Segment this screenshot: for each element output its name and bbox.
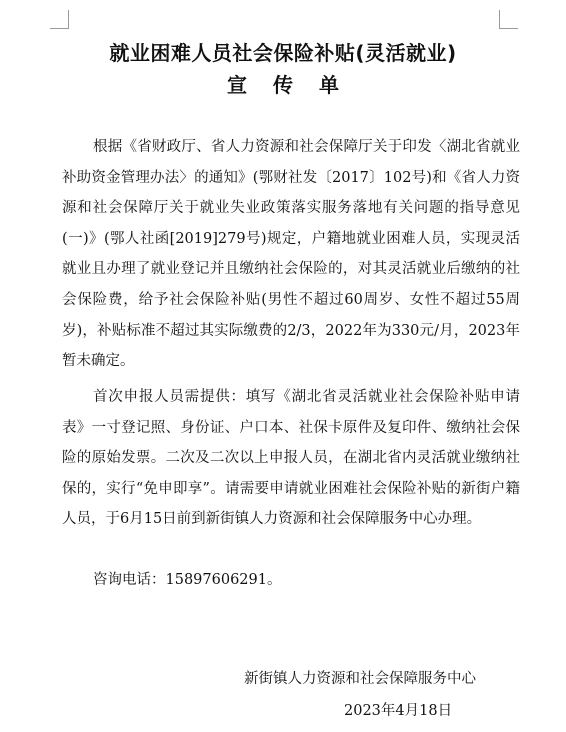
margin-corner-mark-left (50, 10, 69, 29)
margin-corner-mark-right (499, 10, 518, 29)
policy-paragraph: 根据《省财政厅、省人力资源和社会保障厅关于印发〈湖北省就业补助资金管理办法〉的通知》(鄂财社发〔2017〕102号)和《省人力资源和社会保障厅关于就业失业政策落实服务落地有关问题的指导意见(一)》(鄂人社函[2019]279号)规定，户籍地就业困难人员，实现灵活就业且办理了就业登记并且缴纳社会保险的，对其灵活就业后缴纳的社会保险费，给予社会保险补贴(男性不超过60周岁、女性不超过55周岁)，补贴标准不超过其实际缴费的2/3，2022年为330元/月，2023年暂未确定。 (62, 139, 520, 370)
document-subtitle: 宣传单 (227, 73, 365, 97)
document-title: 就业困难人员社会保险补贴(灵活就业) (109, 41, 457, 65)
contact-phone: 咨询电话：15897606291。 (93, 572, 282, 588)
issuer-name: 新街镇人力资源和社会保障服务中心 (244, 671, 476, 687)
issue-date: 2023年4月18日 (344, 703, 453, 719)
application-paragraph: 首次申报人员需提供：填写《湖北省灵活就业社会保险补贴申请表》一寸登记照、身份证、户口本、社保卡原件及复印件、缴纳社会保险的原始发票。二次及二次以上申报人员，在湖北省内灵活就业缴纳社保的，实行“免申即享”。请需要申请就业困难社会保险补贴的新街户籍人员，于6月15日前到新街镇人力资源和社会保障服务中心办理。 (62, 389, 520, 528)
